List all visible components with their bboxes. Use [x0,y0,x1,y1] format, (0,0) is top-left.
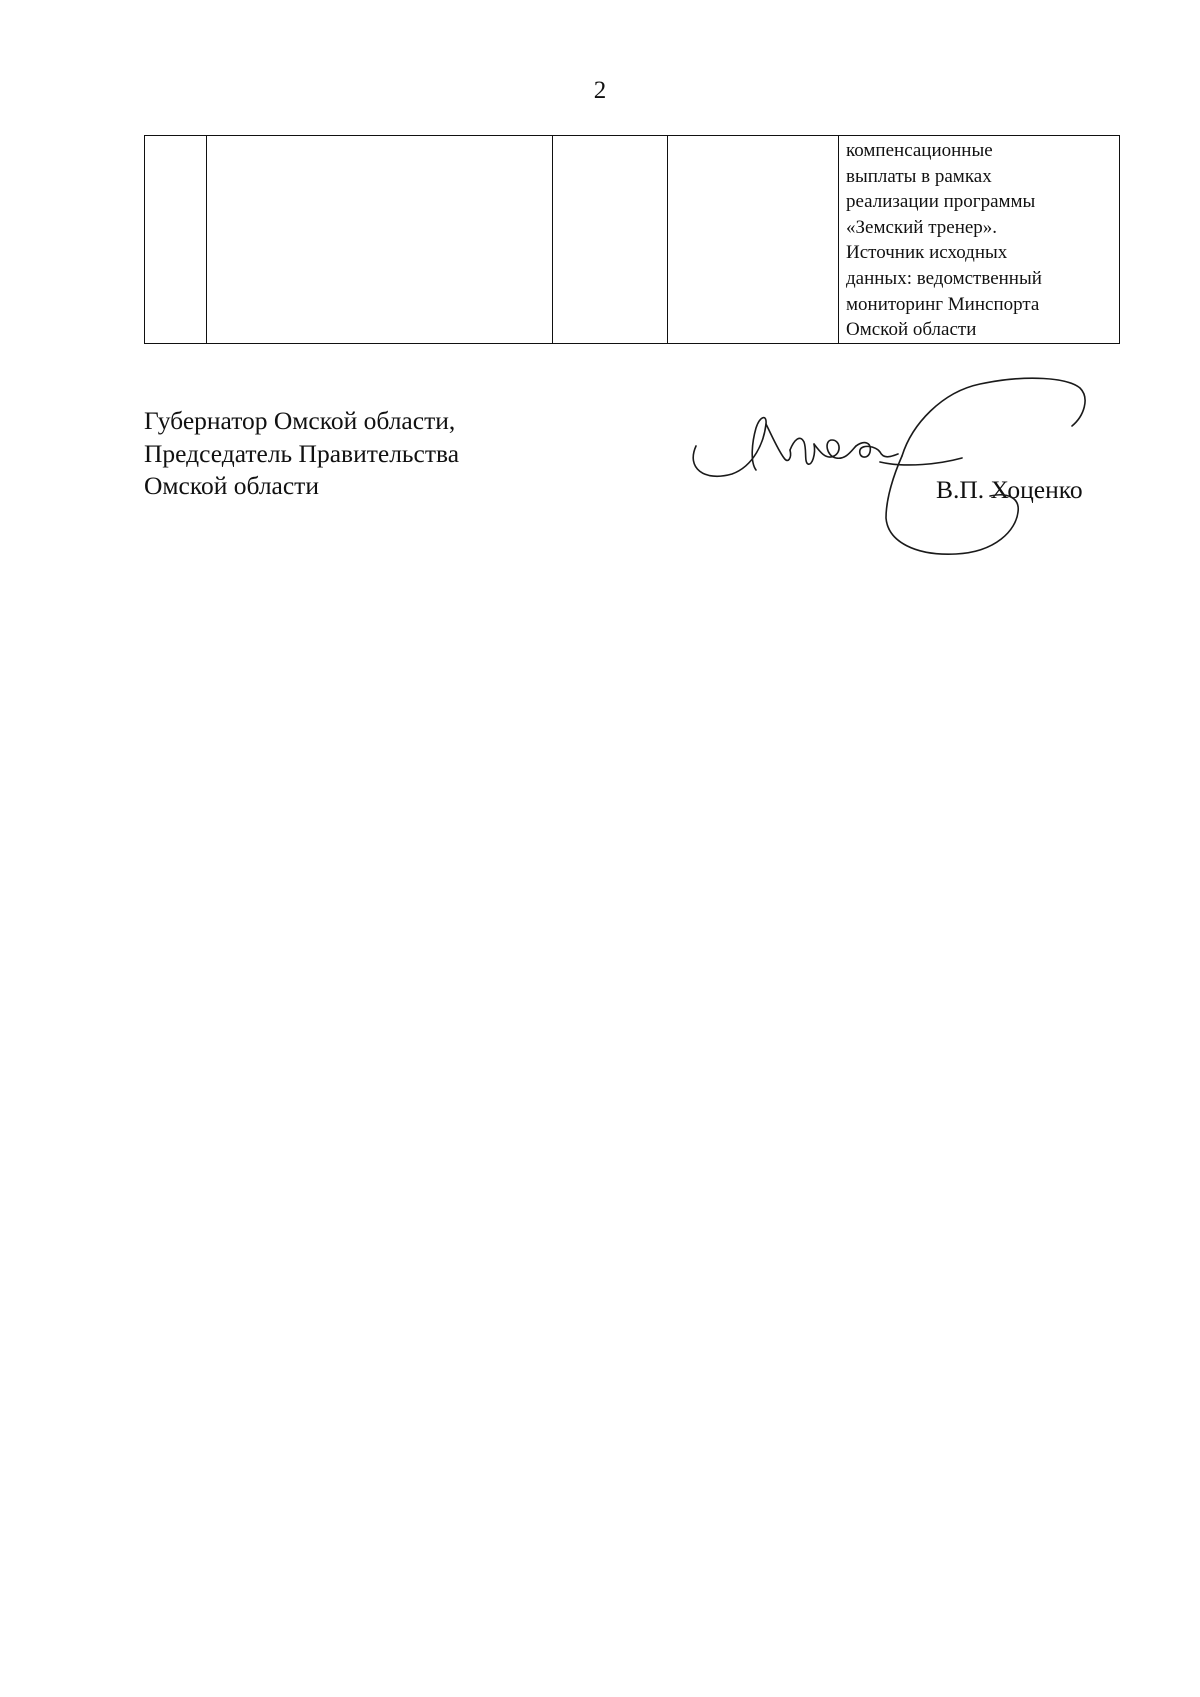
cell-text [668,136,838,138]
table-cell [839,136,1120,344]
signatory-position [144,405,459,503]
table-row [145,136,1120,344]
table-cell [207,136,553,344]
cell-text [207,136,552,138]
table-cell [145,136,207,344]
position-line: Губернатор Омской области, [144,406,456,435]
cell-text [553,136,667,138]
position-line: Председатель Правительства [144,438,460,468]
position-line: Омской области [144,471,319,500]
cell-text [145,136,206,138]
signer-name: В.П. Хоценко [936,475,1083,504]
indicator-table [144,135,1120,344]
page-number: 2 [593,77,607,104]
table-cell [668,136,839,344]
table-cell [553,136,668,344]
handwritten-signature [680,370,1120,570]
cell-description: компенсационные выплаты в рамках реализации программы «Земский тренер». Источник исходных данных: ведомственный мониторинг Минспорта Омской области [846,140,1042,341]
